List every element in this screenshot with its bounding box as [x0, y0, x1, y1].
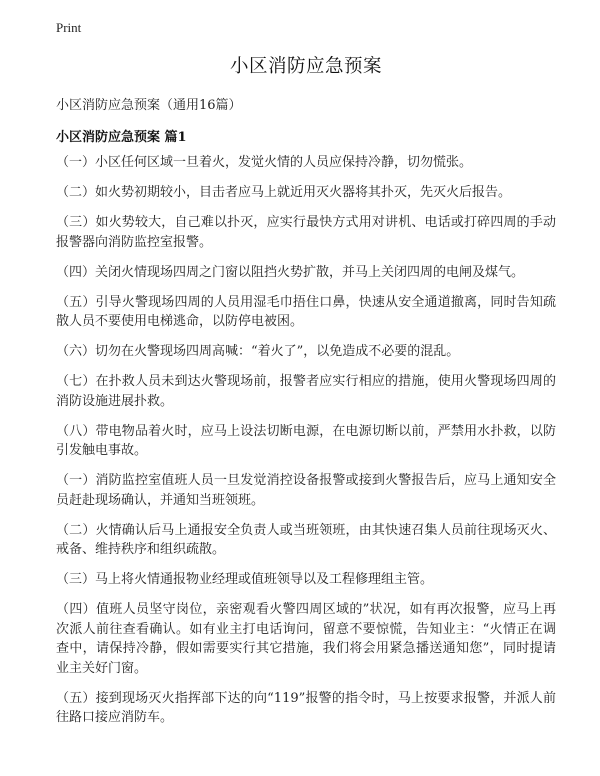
paragraph: （八）带电物品着火时，应马上设法切断电源，在电源切断以前，严禁用水扑救，以防引发触电事故。 — [56, 423, 556, 458]
paragraph: （一）小区任何区域一旦着火，发觉火情的人员应保持冷静，切勿慌张。 — [56, 155, 473, 170]
print-link[interactable]: Print — [56, 20, 82, 35]
paragraph: （五）引导火警现场四周的人员用湿毛巾捂住口鼻，快速从安全通道撤离，同时告知疏散人员不要使用电梯逃命，以防停电被困。 — [56, 294, 556, 329]
document-subtitle: 小区消防应急预案（通用16篇） — [56, 98, 242, 113]
section-title: 小区消防应急预案 篇1 — [56, 130, 187, 145]
paragraph: （四）关闭火情现场四周之门窗以阻挡火势扩散，并马上关闭四周的电闸及煤气。 — [56, 264, 525, 280]
paragraph: （七）在扑救人员未到达火警现场前，报警者应实行相应的措施，使用火警现场四周的消防设施进展扑救。 — [56, 374, 556, 409]
paragraph: （三）如火势较大，自己难以扑灭，应实行最快方式用对讲机、电话或打碎四周的手动报警器向消防监控室报警。 — [56, 215, 556, 250]
paragraph: （五）接到现场灭火指挥部下达的向“119”报警的指令时，马上按要求报警，并派人前往路口接应消防车。 — [56, 690, 556, 725]
paragraph: （二）如火势初期较小，目击者应马上就近用灭火器将其扑灭，先灭火后报告。 — [56, 185, 512, 200]
paragraph: （六）切勿在火警现场四周高喊：“着火了”，以免造成不必要的混乱。 — [56, 344, 460, 359]
paragraph: （一）消防监控室值班人员一旦发觉消控设备报警或接到火警报告后，应马上通知安全员赶赴现场确认，并通知当班领班。 — [56, 473, 556, 508]
paragraph: （四）值班人员坚守岗位，亲密观看火警四周区域的”状况，如有再次报警，应马上再次派人前往查看确认。如有业主打电话询问，留意不要惊慌，告知业主：“火情正在调查中，请保持冷静，假如需要实行其它措施，我们将会用紧急播送通知您”，同时提请业主关好门窗。 — [56, 602, 556, 676]
paragraph: （二）火情确认后马上通报安全负责人或当班领班，由其快速召集人员前往现场灭火、戒备、维持秩序和组织疏散。 — [56, 522, 556, 557]
paragraph-list — [56, 153, 556, 738]
paragraph: （三）马上将火情通报物业经理或值班领导以及工程修理组主管。 — [56, 572, 434, 587]
page-title: 小区消防应急预案 — [229, 56, 382, 77]
